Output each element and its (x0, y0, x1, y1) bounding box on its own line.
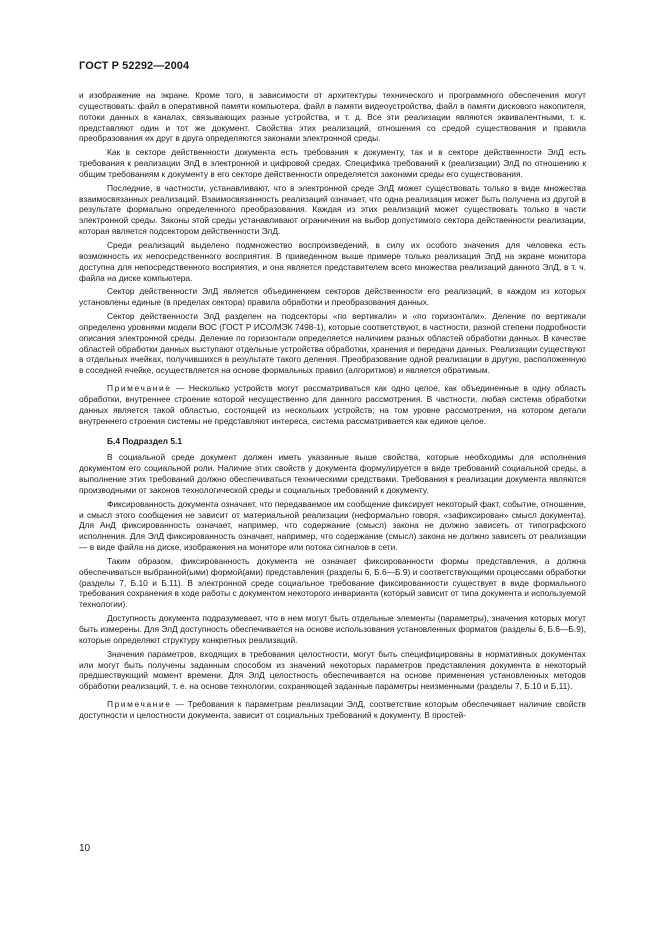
note-text: — Требования к параметрам реализации ЭлД, соответствие которым обеспечивает наличие свойств доступности и целостности документа, зависит от социальных требований к документу. В простей- (79, 699, 586, 720)
page-content (79, 90, 586, 728)
paragraph: В социальной среде документ должен иметь указанные выше свойства, которые необходимы для исполнения документом его социальной роли. Наличие этих свойств у документа формулируется в виде требований социальной среды, а выполнение этих требований должно обеспечиваться техническими средствами. Требования к реализации документа являются производными от законов технологической среды и социальных требований к документу. (79, 452, 586, 495)
paragraph: Таким образом, фиксированность документа не означает фиксированности формы представления, а должна обеспечиваться выбранной(ыми) формой(ами) представления (разделы 6, Б.6—Б.9) и соответствующими процессами обработки (разделы 7, Б.10 и Б.11). В электронной среде социальное требование фиксированности существует в виде формального требования сохранения в ходе работы с документом некоторого инварианта (который зависит от типа документа и используемой технологии). (79, 555, 586, 610)
note-paragraph (79, 383, 586, 426)
paragraph: Значения параметров, входящих в требования целостности, могут быть специфицированы в нормативных документах или могут быть получены заданным способом из значений некоторых параметров представления документа в некоторый предшествующий момент времени. Для ЭлД целостность обеспечивается на основе применения установленных методов обработки реализаций, т. е. на основе технологии, сохраняющей заданные параметры неизменными (разделы 7, Б.10 и Б.11). (79, 648, 586, 692)
paragraph: Доступность документа подразумевает, что в нем могут быть отдельные элементы (параметры), значения которых могут быть измерены. Для ЭлД доступность обеспечивается на основе использования установленных форматов (разделы 6, Б.6—Б.9), которые определяют структуру конкретных реализаций. (79, 613, 586, 645)
page-number: 10 (79, 843, 91, 854)
note-text: — Несколько устройств могут рассматриваться как одно целое, как объединенные в одну область обработки, внутреннее строение которой несущественно для данного рассмотрения. В частности, любая система обработки данных является такой областью, состоящей из нескольких устройств; на том уровне рассмотрения, на котором детали внутреннего строения системы не представляют интереса, система рассматривается как единое целое. (79, 383, 586, 426)
paragraph: Фиксированность документа означает, что передаваемое им сообщение фиксирует некоторый факт, событие, отношение, и смысл этого сообщения не зависит от материальной реализации (неформально говоря, «зафиксирован» смысл документа). Для АнД фиксированность означает, например, что содержание (смысл) закона не должно зависеть от типографского исполнения. Для ЭлД фиксированность означает, например, что содержание (смысл) закона не должно зависеть от реализации — в виде файла на диске, изображения на мониторе или потока сигналов в сети. (79, 498, 586, 553)
section-heading: Б.4 Подраздел 5.1 (107, 436, 182, 447)
paragraph: Последние, в частности, устанавливают, что в электронной среде ЭлД может существовать только в виде множества взаимосвязанных реализаций. Взаимосвязанность реализаций означает, что одна реализация может быть получена из другой в результате формально определенного преобразования. Каждая из этих реализаций может существовать только в части электронной среды. Законы этой среды устанавливают ограничения на выбор допустимого сектора действенности реализации, которая является подсектором действенности ЭлД. (79, 182, 586, 237)
note-paragraph (79, 699, 586, 721)
note-label: Примечание (107, 699, 172, 710)
paragraph: Сектор действенности ЭлД разделен на подсекторы «по вертикали» и «по горизонтали». Деление по вертикали определено уровнями модели ВОС (ГОСТ Р ИСО/МЭК 7498-1), которые соответствуют, в частности, разной степени подробности описания электронной среды. Деление по горизонтали определяется наличием разных областей обработки данных. В качестве областей обработки данных выступают отдельные устройства обработки, хранения и передачи данных. Реализации существуют в отдельных ячейках, получившихся в результате такого деления. Преобразование одной реализации в другую, расположенную в соседней ячейке, осуществляется на основе формальных правил (алгоритмов) и является обратимым. (79, 311, 586, 376)
note-label: Примечание (107, 383, 172, 394)
paragraph: Среди реализаций выделено подмножество воспроизведений, в силу их особого значения для человека есть возможность их непосредственного восприятия. В приведенном выше примере только реализация ЭлД на экране монитора доступна для непосредственного восприятия, и она является представителем всего множества реализаций данного ЭлД, в т. ч. файла на диске компьютера. (79, 239, 586, 283)
paragraph: Сектор действенности ЭлД является объединением секторов действенности его реализаций, в каждом из которых установлены единые (в пределах сектора) правила обработки и преобразования данных. (79, 286, 586, 308)
document-code-header: ГОСТ Р 52292—2004 (79, 60, 190, 72)
paragraph: Как в секторе действенности документа есть требования к документу, так и в секторе действенности ЭлД есть требования к реализации ЭлД в электронной и цифровой средах. Специфика требований к (реализации) ЭлД по отношению к общим требованиям к документу в его секторе действенности определяется законами среды его существования. (79, 147, 586, 179)
paragraph-continuation: и изображение на экране. Кроме того, в зависимости от архитектуры технического и программного обеспечения могут существовать: файл в оперативной памяти компьютера, файл в памяти видеоустройства, файл в памяти дискового накопителя, потоки данных в каналах, связывающих разные устройства, и т. д. Все эти реализации являются эквивалентными, т. к. представляют один и тот же документ. Свойства этих реализаций, отношения со средой существования и правила преобразования их друг в друга определяются законами электронной среды. (79, 90, 586, 144)
